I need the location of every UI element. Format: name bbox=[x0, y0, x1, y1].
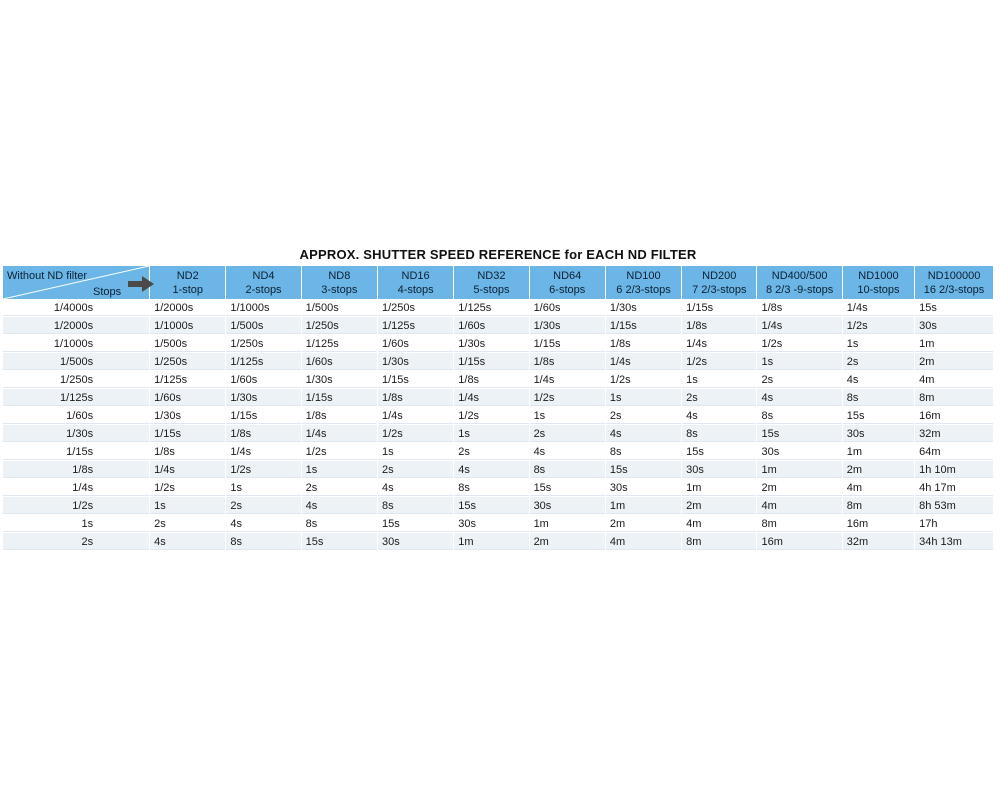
nd-shutter-speed-cell: 8s bbox=[301, 515, 377, 533]
nd-shutter-speed-cell: 4h 17m bbox=[915, 479, 993, 497]
nd-shutter-speed-cell: 8h 53m bbox=[915, 497, 993, 515]
nd-shutter-speed-cell: 1/250s bbox=[226, 335, 301, 353]
nd-shutter-speed-cell: 1/2s bbox=[226, 461, 301, 479]
column-header-nd100 bbox=[605, 266, 681, 299]
nd-shutter-speed-cell: 4s bbox=[529, 443, 605, 461]
nd-shutter-speed-cell: 4s bbox=[605, 425, 681, 443]
nd-name: ND1000 bbox=[858, 269, 899, 282]
nd-shutter-speed-cell: 2m bbox=[915, 353, 993, 371]
nd-shutter-speed-cell: 15s bbox=[377, 515, 453, 533]
nd-shutter-speed-cell: 1/4s bbox=[150, 461, 226, 479]
nd-shutter-speed-cell: 1/8s bbox=[454, 371, 529, 389]
nd-shutter-speed-cell: 2s bbox=[226, 497, 301, 515]
nd-shutter-speed-cell: 2s bbox=[682, 389, 757, 407]
nd-shutter-speed-cell: 2s bbox=[454, 443, 529, 461]
column-header-nd64 bbox=[529, 266, 605, 299]
nd-shutter-speed-cell: 8s bbox=[842, 389, 914, 407]
nd-shutter-speed-cell: 4s bbox=[377, 479, 453, 497]
table-row bbox=[3, 515, 993, 533]
base-shutter-speed-cell: 1/500s bbox=[3, 353, 150, 371]
nd-shutter-speed-cell: 1/8s bbox=[529, 353, 605, 371]
nd-shutter-speed-cell: 4m bbox=[682, 515, 757, 533]
nd-shutter-speed-cell: 30s bbox=[757, 443, 842, 461]
nd-stops: 8 2/3 -9-stops bbox=[765, 283, 834, 296]
nd-shutter-speed-cell: 1/2s bbox=[301, 443, 377, 461]
nd-shutter-speed-cell: 1/250s bbox=[377, 299, 453, 317]
base-shutter-speed-cell: 1/1000s bbox=[3, 335, 150, 353]
nd-shutter-speed-cell: 4s bbox=[454, 461, 529, 479]
nd-name: ND100000 bbox=[927, 269, 981, 282]
nd-name: ND2 bbox=[176, 269, 199, 282]
nd-stops: 1-stop bbox=[172, 283, 204, 296]
nd-stops: 6 2/3-stops bbox=[616, 283, 671, 296]
nd-shutter-speed-cell: 2m bbox=[529, 533, 605, 551]
nd-shutter-speed-cell: 32m bbox=[842, 533, 914, 551]
nd-name: ND400/500 bbox=[771, 269, 828, 282]
nd-shutter-speed-cell: 2s bbox=[529, 425, 605, 443]
nd-shutter-speed-cell: 1/8s bbox=[757, 299, 842, 317]
base-shutter-speed-cell: 1/250s bbox=[3, 371, 150, 389]
nd-shutter-speed-cell: 1/500s bbox=[301, 299, 377, 317]
nd-stops: 2-stops bbox=[245, 283, 282, 296]
nd-shutter-speed-cell: 15s bbox=[301, 533, 377, 551]
table-row bbox=[3, 533, 993, 551]
nd-shutter-speed-cell: 1/2s bbox=[150, 479, 226, 497]
nd-shutter-speed-cell: 8s bbox=[529, 461, 605, 479]
nd-shutter-speed-cell: 1/15s bbox=[301, 389, 377, 407]
nd-shutter-speed-cell: 30s bbox=[605, 479, 681, 497]
nd-shutter-speed-cell: 4m bbox=[842, 479, 914, 497]
nd-shutter-speed-cell: 1/2s bbox=[842, 317, 914, 335]
base-shutter-speed-cell: 1/2s bbox=[3, 497, 150, 515]
nd-shutter-speed-cell: 1m bbox=[454, 533, 529, 551]
nd-shutter-speed-cell: 1/30s bbox=[377, 353, 453, 371]
nd-shutter-speed-cell: 2s bbox=[842, 353, 914, 371]
nd-shutter-speed-cell: 2m bbox=[842, 461, 914, 479]
base-shutter-speed-cell: 1/60s bbox=[3, 407, 150, 425]
nd-shutter-speed-cell: 8s bbox=[605, 443, 681, 461]
column-header-nd8 bbox=[301, 266, 377, 299]
nd-shutter-speed-cell: 1/2s bbox=[682, 353, 757, 371]
nd-name: ND100 bbox=[626, 269, 661, 282]
nd-shutter-speed-cell: 1/15s bbox=[377, 371, 453, 389]
nd-stops: 6-stops bbox=[549, 283, 586, 296]
nd-shutter-speed-cell: 32m bbox=[915, 425, 993, 443]
nd-shutter-speed-cell: 2s bbox=[150, 515, 226, 533]
table-row bbox=[3, 299, 993, 317]
nd-shutter-speed-cell: 1/8s bbox=[150, 443, 226, 461]
nd-shutter-speed-cell: 1m bbox=[682, 479, 757, 497]
nd-shutter-speed-cell: 8s bbox=[226, 533, 301, 551]
nd-shutter-speed-cell: 1/15s bbox=[454, 353, 529, 371]
nd-shutter-speed-cell: 1/4s bbox=[682, 335, 757, 353]
nd-shutter-speed-cell: 1/60s bbox=[226, 371, 301, 389]
nd-shutter-speed-cell: 1s bbox=[226, 479, 301, 497]
nd-shutter-speed-cell: 15s bbox=[757, 425, 842, 443]
nd-name: ND16 bbox=[401, 269, 430, 282]
base-shutter-speed-cell: 1/4000s bbox=[3, 299, 150, 317]
nd-shutter-speed-cell: 15s bbox=[529, 479, 605, 497]
base-shutter-speed-cell: 1/8s bbox=[3, 461, 150, 479]
nd-shutter-speed-cell: 1/1000s bbox=[226, 299, 301, 317]
nd-shutter-speed-cell: 1/125s bbox=[454, 299, 529, 317]
nd-shutter-speed-cell: 2s bbox=[377, 461, 453, 479]
nd-shutter-speed-cell: 1m bbox=[529, 515, 605, 533]
nd-shutter-speed-cell: 15s bbox=[842, 407, 914, 425]
nd-shutter-speed-cell: 1/2000s bbox=[150, 299, 226, 317]
nd-shutter-speed-cell: 2s bbox=[757, 371, 842, 389]
nd-shutter-speed-cell: 1/60s bbox=[454, 317, 529, 335]
nd-shutter-speed-cell: 4s bbox=[842, 371, 914, 389]
nd-shutter-speed-cell: 1/60s bbox=[301, 353, 377, 371]
table-row bbox=[3, 425, 993, 443]
nd-stops: 5-stops bbox=[473, 283, 510, 296]
nd-shutter-speed-cell: 1/125s bbox=[301, 335, 377, 353]
nd-stops: 7 2/3-stops bbox=[692, 283, 747, 296]
nd-shutter-speed-cell: 1/60s bbox=[377, 335, 453, 353]
table-row bbox=[3, 389, 993, 407]
nd-shutter-speed-cell: 4m bbox=[757, 497, 842, 515]
table-body bbox=[3, 299, 993, 551]
nd-name: ND200 bbox=[702, 269, 737, 282]
page-title: APPROX. SHUTTER SPEED REFERENCE for EACH ND FILTER bbox=[299, 247, 697, 262]
arrow-right-icon bbox=[128, 276, 154, 292]
nd-shutter-speed-cell: 1/1000s bbox=[150, 317, 226, 335]
base-shutter-speed-cell: 1/30s bbox=[3, 425, 150, 443]
nd-shutter-speed-cell: 4s bbox=[226, 515, 301, 533]
base-shutter-speed-cell: 1/15s bbox=[3, 443, 150, 461]
nd-shutter-speed-cell: 1/30s bbox=[529, 317, 605, 335]
nd-shutter-speed-cell: 8m bbox=[682, 533, 757, 551]
nd-shutter-speed-cell: 1/4s bbox=[529, 371, 605, 389]
nd-shutter-speed-cell: 1/500s bbox=[150, 335, 226, 353]
nd-shutter-speed-cell: 1/30s bbox=[150, 407, 226, 425]
nd-shutter-speed-cell: 1/4s bbox=[842, 299, 914, 317]
nd-shutter-speed-cell: 8m bbox=[842, 497, 914, 515]
nd-shutter-speed-cell: 1/15s bbox=[682, 299, 757, 317]
nd-shutter-speed-cell: 1/30s bbox=[605, 299, 681, 317]
column-header-nd16 bbox=[377, 266, 453, 299]
column-header-nd100000 bbox=[915, 266, 993, 299]
nd-shutter-speed-cell: 16m bbox=[757, 533, 842, 551]
column-header-nd1000 bbox=[842, 266, 914, 299]
nd-shutter-speed-cell: 16m bbox=[915, 407, 993, 425]
table-row bbox=[3, 371, 993, 389]
nd-shutter-speed-cell: 1m bbox=[915, 335, 993, 353]
nd-shutter-speed-cell: 15s bbox=[682, 443, 757, 461]
nd-shutter-speed-cell: 15s bbox=[915, 299, 993, 317]
nd-shutter-speed-cell: 1s bbox=[301, 461, 377, 479]
nd-shutter-speed-cell: 1/15s bbox=[150, 425, 226, 443]
column-header-nd32 bbox=[454, 266, 529, 299]
nd-shutter-speed-cell: 1h 10m bbox=[915, 461, 993, 479]
nd-shutter-speed-cell: 1/2s bbox=[757, 335, 842, 353]
nd-shutter-speed-cell: 1s bbox=[605, 389, 681, 407]
nd-shutter-speed-cell: 64m bbox=[915, 443, 993, 461]
nd-shutter-speed-cell: 8m bbox=[915, 389, 993, 407]
nd-name: ND4 bbox=[252, 269, 275, 282]
table-row bbox=[3, 407, 993, 425]
nd-shutter-speed-cell: 1m bbox=[757, 461, 842, 479]
nd-shutter-speed-cell: 2s bbox=[605, 407, 681, 425]
nd-shutter-speed-cell: 30s bbox=[915, 317, 993, 335]
nd-shutter-speed-cell: 1/4s bbox=[226, 443, 301, 461]
nd-stops: 3-stops bbox=[321, 283, 358, 296]
base-shutter-speed-cell: 2s bbox=[3, 533, 150, 551]
nd-shutter-speed-cell: 1/2s bbox=[377, 425, 453, 443]
nd-name: ND32 bbox=[477, 269, 506, 282]
nd-shutter-speed-cell: 2s bbox=[301, 479, 377, 497]
nd-stops: 4-stops bbox=[397, 283, 434, 296]
nd-shutter-speed-cell: 1/15s bbox=[226, 407, 301, 425]
nd-shutter-speed-cell: 1s bbox=[454, 425, 529, 443]
nd-shutter-speed-cell: 1/125s bbox=[377, 317, 453, 335]
nd-shutter-speed-cell: 8s bbox=[757, 407, 842, 425]
base-shutter-speed-cell: 1/2000s bbox=[3, 317, 150, 335]
nd-shutter-speed-cell: 1s bbox=[377, 443, 453, 461]
nd-shutter-speed-cell: 8m bbox=[757, 515, 842, 533]
nd-shutter-speed-cell: 1/4s bbox=[605, 353, 681, 371]
nd-shutter-speed-cell: 1/125s bbox=[150, 371, 226, 389]
nd-shutter-speed-cell: 4s bbox=[301, 497, 377, 515]
nd-shutter-speed-cell: 30s bbox=[377, 533, 453, 551]
nd-shutter-speed-cell: 30s bbox=[842, 425, 914, 443]
nd-shutter-speed-cell: 4m bbox=[915, 371, 993, 389]
nd-shutter-speed-cell: 4s bbox=[682, 407, 757, 425]
nd-shutter-speed-cell: 1s bbox=[682, 371, 757, 389]
nd-shutter-speed-cell: 1/15s bbox=[529, 335, 605, 353]
nd-shutter-speed-cell: 17h bbox=[915, 515, 993, 533]
nd-shutter-speed-cell: 1/15s bbox=[605, 317, 681, 335]
nd-shutter-speed-cell: 1/4s bbox=[757, 317, 842, 335]
nd-shutter-speed-cell: 4m bbox=[605, 533, 681, 551]
nd-shutter-speed-cell: 34h 13m bbox=[915, 533, 993, 551]
column-header-nd200 bbox=[682, 266, 757, 299]
nd-shutter-speed-cell: 30s bbox=[529, 497, 605, 515]
nd-shutter-speed-cell: 8s bbox=[682, 425, 757, 443]
nd-shutter-speed-cell: 16m bbox=[842, 515, 914, 533]
base-shutter-speed-cell: 1/125s bbox=[3, 389, 150, 407]
without-nd-filter-label: Without ND filter bbox=[7, 270, 88, 282]
nd-shutter-speed-cell: 1/8s bbox=[301, 407, 377, 425]
table-row bbox=[3, 353, 993, 371]
nd-shutter-speed-cell: 15s bbox=[605, 461, 681, 479]
nd-shutter-speed-cell: 1s bbox=[150, 497, 226, 515]
nd-shutter-speed-cell: 1/4s bbox=[377, 407, 453, 425]
nd-shutter-speed-cell: 1s bbox=[757, 353, 842, 371]
table-row bbox=[3, 317, 993, 335]
nd-shutter-speed-cell: 2m bbox=[757, 479, 842, 497]
nd-shutter-speed-cell: 1/2s bbox=[454, 407, 529, 425]
nd-shutter-speed-cell: 1/125s bbox=[226, 353, 301, 371]
nd-shutter-speed-cell: 1s bbox=[529, 407, 605, 425]
nd-shutter-speed-cell: 1/2s bbox=[529, 389, 605, 407]
stops-label: Stops bbox=[93, 286, 122, 298]
nd-shutter-speed-cell: 30s bbox=[454, 515, 529, 533]
nd-stops: 16 2/3-stops bbox=[923, 283, 985, 296]
nd-shutter-speed-cell: 4s bbox=[150, 533, 226, 551]
table-row bbox=[3, 497, 993, 515]
nd-shutter-speed-cell: 1/30s bbox=[301, 371, 377, 389]
nd-shutter-speed-cell: 8s bbox=[377, 497, 453, 515]
nd-shutter-speed-cell: 30s bbox=[682, 461, 757, 479]
nd-shutter-speed-cell: 8s bbox=[454, 479, 529, 497]
nd-shutter-speed-cell: 1/4s bbox=[301, 425, 377, 443]
nd-shutter-speed-cell: 1/250s bbox=[301, 317, 377, 335]
nd-shutter-speed-cell: 15s bbox=[454, 497, 529, 515]
table-row bbox=[3, 443, 993, 461]
nd-shutter-speed-cell: 1m bbox=[842, 443, 914, 461]
base-shutter-speed-cell: 1s bbox=[3, 515, 150, 533]
table-row bbox=[3, 335, 993, 353]
nd-shutter-speed-cell: 2m bbox=[605, 515, 681, 533]
nd-stops: 10-stops bbox=[857, 283, 900, 296]
nd-shutter-speed-cell: 1/500s bbox=[226, 317, 301, 335]
nd-filter-table bbox=[3, 266, 993, 551]
nd-shutter-speed-cell: 1/60s bbox=[150, 389, 226, 407]
nd-shutter-speed-cell: 1/60s bbox=[529, 299, 605, 317]
nd-shutter-speed-cell: 1/2s bbox=[605, 371, 681, 389]
column-header-nd2 bbox=[150, 266, 226, 299]
table-row bbox=[3, 461, 993, 479]
nd-shutter-speed-cell: 1/30s bbox=[454, 335, 529, 353]
nd-shutter-speed-cell: 1/8s bbox=[226, 425, 301, 443]
nd-shutter-speed-cell: 2m bbox=[682, 497, 757, 515]
nd-shutter-speed-cell: 1m bbox=[605, 497, 681, 515]
nd-shutter-speed-cell: 1/30s bbox=[226, 389, 301, 407]
nd-shutter-speed-cell: 4s bbox=[757, 389, 842, 407]
nd-shutter-speed-cell: 1s bbox=[842, 335, 914, 353]
base-shutter-speed-cell: 1/4s bbox=[3, 479, 150, 497]
nd-shutter-speed-cell: 1/250s bbox=[150, 353, 226, 371]
nd-shutter-speed-cell: 1/4s bbox=[454, 389, 529, 407]
table-row bbox=[3, 479, 993, 497]
column-header-nd4 bbox=[226, 266, 301, 299]
nd-name: ND8 bbox=[328, 269, 351, 282]
nd-shutter-speed-cell: 1/8s bbox=[682, 317, 757, 335]
column-header-nd400-500 bbox=[757, 266, 842, 299]
nd-shutter-speed-cell: 1/8s bbox=[377, 389, 453, 407]
nd-name: ND64 bbox=[553, 269, 582, 282]
nd-shutter-speed-cell: 1/8s bbox=[605, 335, 681, 353]
